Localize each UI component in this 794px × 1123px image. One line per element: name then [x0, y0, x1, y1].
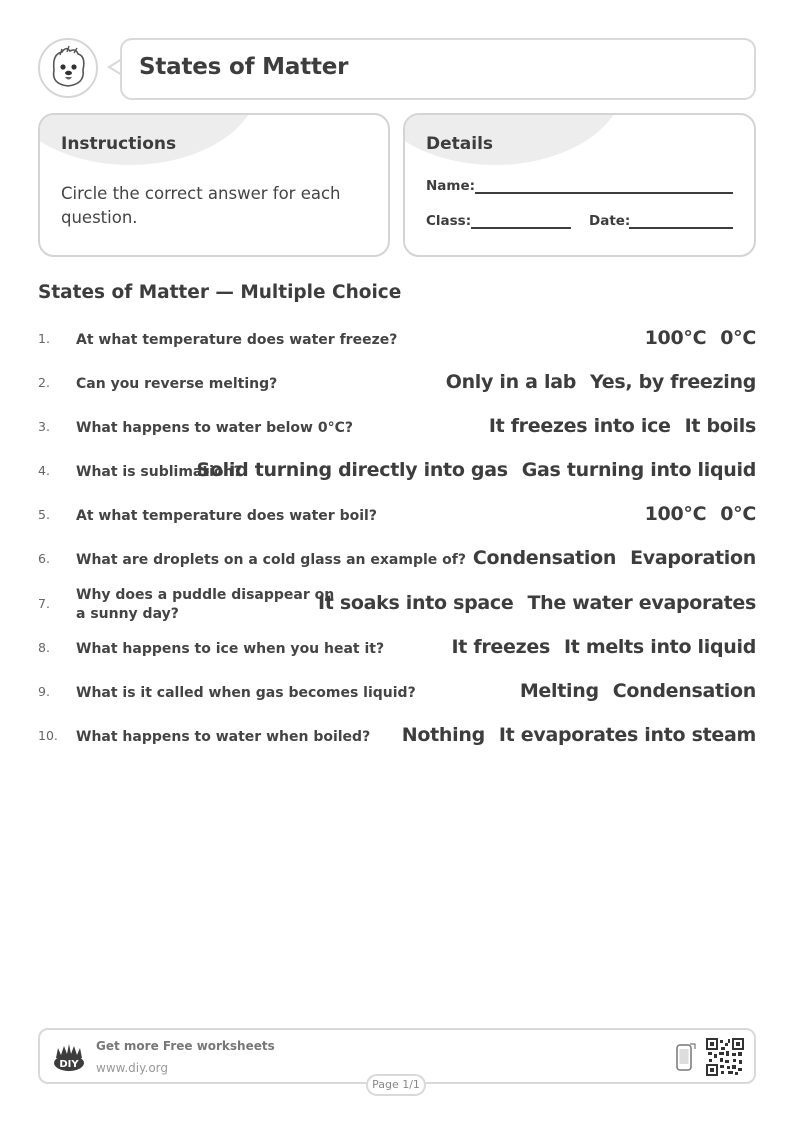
name-label: Name:: [426, 178, 476, 194]
question-text: At what temperature does water boil?: [76, 508, 377, 524]
answer-option[interactable]: Evaporation: [630, 547, 756, 569]
class-label: Class:: [426, 213, 472, 229]
question-text: What are droplets on a cold glass an example of?: [76, 552, 466, 568]
answer-option[interactable]: 0°C: [720, 503, 756, 525]
answer-option[interactable]: Only in a lab: [445, 371, 577, 393]
answer-option[interactable]: It evaporates into steam: [498, 724, 756, 746]
answer-option[interactable]: It freezes into ice: [488, 415, 671, 437]
question-number: 5.: [38, 507, 50, 522]
question-number: 6.: [38, 551, 50, 566]
answer-options: [452, 636, 756, 658]
answer-option[interactable]: It boils: [684, 415, 756, 437]
qr-code-icon[interactable]: [706, 1038, 744, 1076]
answer-options: [645, 503, 756, 525]
question-text: What is it called when gas becomes liquid?: [76, 685, 416, 701]
question-text: What happens to water below 0°C?: [76, 420, 353, 436]
footer-promo-text: Get more Free worksheets: [96, 1039, 275, 1053]
answer-option[interactable]: It melts into liquid: [563, 636, 756, 658]
answer-options: [446, 371, 756, 393]
answer-options: [402, 724, 756, 746]
page-indicator: Page 1/1: [366, 1074, 426, 1096]
question-number: 3.: [38, 419, 50, 434]
answer-option[interactable]: Condensation: [472, 547, 617, 569]
answer-options: [197, 459, 756, 481]
answer-option[interactable]: 100°C: [644, 327, 707, 349]
question-text: What happens to ice when you heat it?: [76, 641, 385, 657]
question-number: 8.: [38, 640, 50, 655]
answer-options: [489, 415, 756, 437]
question-number: 1.: [38, 331, 50, 346]
answer-option[interactable]: It freezes: [451, 636, 550, 658]
svg-text:DIY: DIY: [59, 1059, 79, 1070]
footer-website-link[interactable]: www.diy.org: [96, 1061, 168, 1075]
title-box: [120, 38, 756, 100]
diy-logo-icon: [52, 1040, 86, 1074]
instructions-text: Circle the correct answer for each question.: [61, 184, 341, 227]
answer-option[interactable]: 100°C: [644, 503, 707, 525]
name-field[interactable]: [475, 192, 733, 194]
details-heading: Details: [426, 134, 494, 154]
mascot-avatar-icon: [38, 38, 98, 98]
answer-options: [520, 680, 756, 702]
date-label: Date:: [589, 213, 631, 229]
answer-option[interactable]: It soaks into space: [317, 592, 514, 614]
class-field[interactable]: [471, 227, 571, 229]
instructions-card: [38, 113, 390, 257]
question-number: 2.: [38, 375, 50, 390]
phone-icon: [674, 1042, 696, 1072]
question-number: 9.: [38, 684, 50, 699]
section-title: States of Matter — Multiple Choice: [38, 282, 402, 303]
answer-option[interactable]: Solid turning directly into gas: [196, 459, 508, 481]
answer-option[interactable]: The water evaporates: [527, 592, 756, 614]
answer-option[interactable]: Yes, by freezing: [590, 371, 756, 393]
answer-options: [318, 592, 756, 614]
question-text: What is sublimation?: [76, 464, 242, 480]
answer-options: [473, 547, 756, 569]
answer-options: [645, 327, 756, 349]
answer-option[interactable]: Condensation: [612, 680, 756, 702]
question-number: 7.: [38, 596, 50, 611]
page-title: States of Matter: [139, 54, 349, 80]
question-number: 4.: [38, 463, 50, 478]
question-text: What happens to water when boiled?: [76, 729, 371, 745]
details-card: [403, 113, 756, 257]
question-text: Why does a puddle disappear on a sunny day?: [76, 587, 335, 622]
question-text: Can you reverse melting?: [76, 376, 278, 392]
question-text: At what temperature does water freeze?: [76, 332, 398, 348]
answer-option[interactable]: 0°C: [720, 327, 756, 349]
instructions-heading: Instructions: [61, 134, 177, 154]
answer-option[interactable]: Nothing: [401, 724, 485, 746]
date-field[interactable]: [629, 227, 733, 229]
answer-option[interactable]: Gas turning into liquid: [521, 459, 756, 481]
answer-option[interactable]: Melting: [519, 680, 599, 702]
question-number: 10.: [38, 728, 58, 743]
